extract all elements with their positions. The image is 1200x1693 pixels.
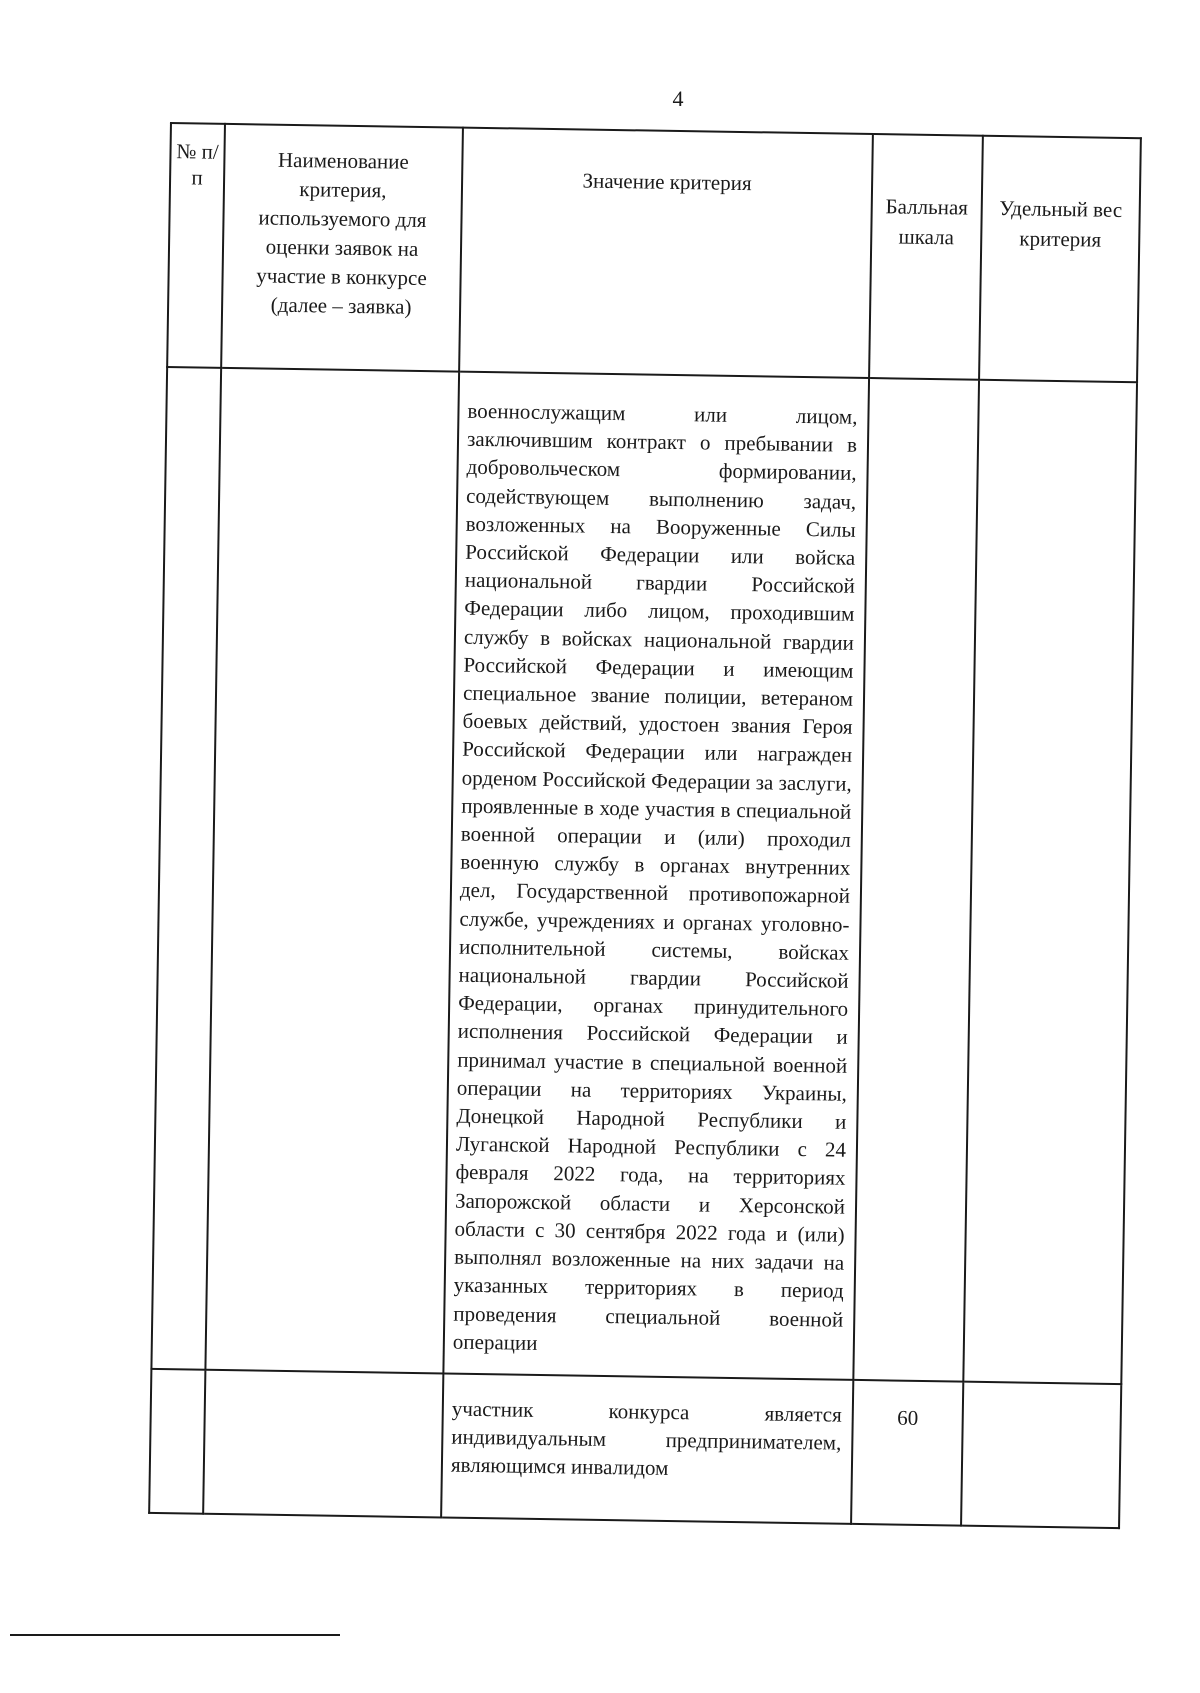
header-criterion-weight: Удельный вес критерия — [979, 136, 1141, 382]
footnote-separator — [10, 1634, 340, 1636]
row-name-cell — [205, 368, 459, 1374]
table-row — [151, 367, 1137, 1384]
row-number-cell — [149, 1369, 205, 1514]
page-number: 4 — [672, 86, 684, 111]
row-scale-cell: 60 — [851, 1380, 963, 1526]
row-scale-cell — [853, 378, 979, 1382]
criterion-value-text: участник конкурса является индивидуальным предпринимателем, являющимся инвалидом — [450, 1396, 842, 1481]
row-value-cell — [443, 372, 869, 1380]
header-criterion-name: Наименование критерия, используемого для оценки заявок на участие в конкурсе (далее – заявка) — [221, 124, 463, 372]
row-name-cell — [203, 1370, 443, 1518]
row-value-cell — [441, 1373, 853, 1523]
table-row — [149, 1369, 1121, 1528]
row-weight-cell — [961, 1382, 1121, 1528]
criteria-table — [148, 122, 1142, 1529]
table-header-row — [167, 123, 1141, 382]
criteria-table-wrapper — [148, 122, 1139, 1512]
criterion-value-text: военнослужащим или лицом, заключившим контракт о пребывании в добровольческом формировании, содействующем выполнению задач, возложенных на Вооруженные Силы Российской Федерации или войска национальной гвардии Российской Федерации либо лицом, проходившим службу в войсках национальной гвардии Российской Федерации и имеющим специальное звание полиции, ветераном боевых действий, удостоен звания Героя Российской Федерации или награжден орденом Российской Федерации за заслуги, проявленные в ходе участия в специальной военной операции и (или) проходил военную службу в органах внутренних дел, Государственной противопожарной службе, учреждениях и органах уголовно-исполнительной системы, войсках национальной гвардии Российской Федерации, органах принудительного исполнения Российской Федерации и принимал участие в специальной военной операции на территориях Украины, Донецкой Народной Республики и Луганской Народной Республики с 24 февраля 2022 года, на территориях Запорожской области и Херсонской области с 30 сентября 2022 года и (или) выполнял возложенные на них задачи на указанных территориях в период проведения специальной военной операции — [452, 398, 858, 1355]
row-weight-cell — [963, 380, 1137, 1384]
header-score-scale: Балльная шкала — [869, 134, 983, 380]
header-number: № п/п — [167, 123, 225, 368]
header-criterion-value: Значение критерия — [459, 128, 873, 378]
